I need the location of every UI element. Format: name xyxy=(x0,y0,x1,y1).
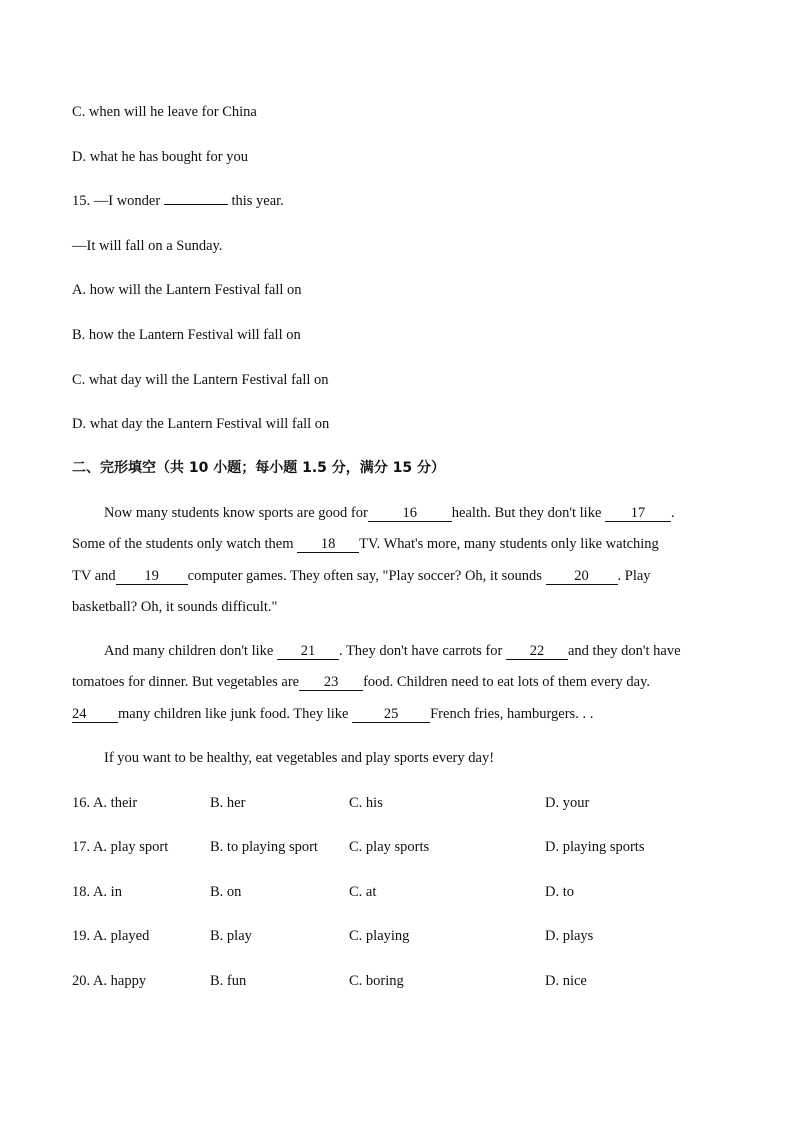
passage-text: French fries, hamburgers. . . xyxy=(430,706,594,722)
option-c: C. play sports xyxy=(349,839,430,855)
option-a: 16. A. their xyxy=(72,795,138,811)
passage-text: computer games. They often say, "Play soccer? Oh, it sounds xyxy=(187,568,546,584)
option-c: C. his xyxy=(349,795,383,811)
blank-20: 20 xyxy=(546,568,618,585)
blank-24: 24 xyxy=(72,706,118,723)
paragraph-line xyxy=(72,534,659,554)
option-d: D. nice xyxy=(545,973,587,989)
q15-response: —It will fall on a Sunday. xyxy=(72,238,223,254)
blank-25: 25 xyxy=(352,706,430,723)
option-c: C. at xyxy=(349,884,377,900)
passage-text: food. Children need to eat lots of them every day. xyxy=(363,674,651,690)
option-a: 17. A. play sport xyxy=(72,839,169,855)
passage-text: Some of the students only watch them xyxy=(72,536,298,552)
passage-text: TV. What's more, many students only like watching xyxy=(359,536,659,552)
option-c: C. playing xyxy=(349,928,410,944)
option-a: 20. A. happy xyxy=(72,973,147,989)
option-c: C. boring xyxy=(349,973,404,989)
blank-22: 22 xyxy=(506,643,568,660)
q15-stem xyxy=(72,191,284,211)
option-b: B. on xyxy=(210,884,242,900)
blank-18: 18 xyxy=(297,536,359,553)
q15-stem-prefix: 15. —I wonder xyxy=(72,193,164,209)
section-heading-cloze: 二、完形填空（共 10 小题；每小题 1.5 分，满分 15 分） xyxy=(72,460,446,476)
cloze-paragraph-2 xyxy=(72,641,720,731)
q15-answer-blank xyxy=(164,204,228,205)
q15-option-a: A. how will the Lantern Festival fall on xyxy=(72,282,302,298)
cloze-paragraph-1 xyxy=(72,503,720,623)
paragraph-line xyxy=(72,566,651,586)
option-d: D. plays xyxy=(545,928,594,944)
cloze-paragraph-3: If you want to be healthy, eat vegetables and play sports every day! xyxy=(104,750,495,766)
paragraph-line xyxy=(72,672,650,692)
passage-text: many children like junk food. They like xyxy=(118,706,353,722)
q15-option-d: D. what day the Lantern Festival will fall on xyxy=(72,416,330,432)
paragraph-line xyxy=(72,704,593,724)
option-a: 19. A. played xyxy=(72,928,150,944)
paragraph-line xyxy=(104,503,675,523)
blank-19: 19 xyxy=(116,568,188,585)
blank-17: 17 xyxy=(605,505,671,522)
option-a: 18. A. in xyxy=(72,884,122,900)
q15-stem-suffix: this year. xyxy=(227,193,284,209)
passage-text: health. But they don't like xyxy=(451,505,606,521)
paragraph-line: basketball? Oh, it sounds difficult." xyxy=(72,599,278,615)
option-d: D. your xyxy=(545,795,590,811)
option-b: B. fun xyxy=(210,973,247,989)
option-d: D. to xyxy=(545,884,574,900)
q14-option-c: C. when will he leave for China xyxy=(72,104,257,120)
option-b: B. her xyxy=(210,795,246,811)
passage-text: TV and xyxy=(72,568,116,584)
blank-16: 16 xyxy=(368,505,452,522)
option-b: B. play xyxy=(210,928,252,944)
paragraph-line xyxy=(104,641,681,661)
option-b: B. to playing sport xyxy=(210,839,318,855)
q15-option-b: B. how the Lantern Festival will fall on xyxy=(72,327,301,343)
passage-text: . xyxy=(671,505,675,521)
passage-text: Now many students know sports are good for xyxy=(104,505,368,521)
blank-23: 23 xyxy=(299,674,363,691)
q14-option-d: D. what he has bought for you xyxy=(72,149,248,165)
passage-text: . Play xyxy=(617,568,651,584)
passage-text: . They don't have carrots for xyxy=(338,643,506,659)
passage-text: tomatoes for dinner. But vegetables are xyxy=(72,674,300,690)
blank-21: 21 xyxy=(277,643,339,660)
passage-text: And many children don't like xyxy=(104,643,277,659)
q15-option-c: C. what day will the Lantern Festival fall on xyxy=(72,372,329,388)
option-d: D. playing sports xyxy=(545,839,645,855)
passage-text: and they don't have xyxy=(567,643,681,659)
